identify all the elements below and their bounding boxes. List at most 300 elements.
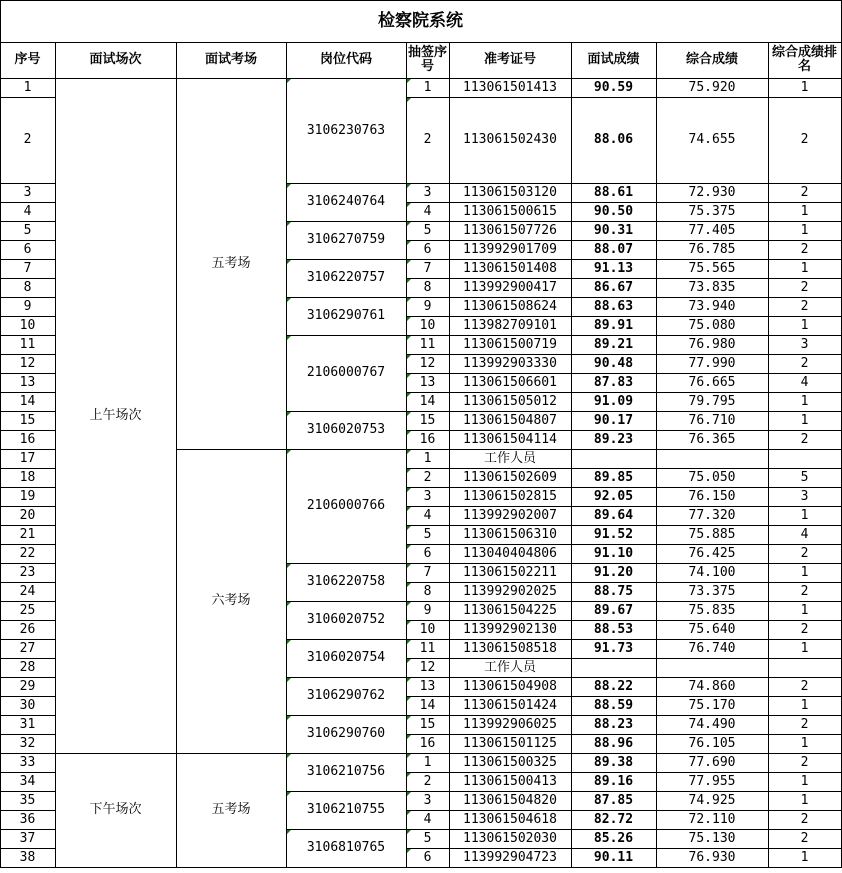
ticket-no: 113061502815	[463, 488, 557, 504]
draw-no: 7	[423, 260, 432, 276]
ticket-no: 113992903330	[463, 355, 557, 371]
header-no: 序号	[14, 52, 41, 67]
interview-score: 88.59	[593, 697, 634, 713]
composite-rank	[768, 658, 841, 677]
interview-score: 88.53	[593, 621, 634, 637]
grid-line	[406, 240, 842, 241]
grid-line	[0, 78, 842, 79]
grid-line	[0, 468, 56, 469]
post-code-cell: 3106020754	[306, 650, 386, 665]
post-code-cell: 3106240764	[306, 194, 386, 209]
cell-marker-icon	[407, 602, 411, 606]
row-no: 31	[19, 716, 36, 732]
draw-no: 6	[423, 545, 432, 561]
row-no: 16	[19, 431, 36, 447]
composite-score: 73.940	[688, 298, 736, 314]
ticket-no: 113061502609	[463, 469, 557, 485]
composite-rank: 2	[800, 678, 809, 694]
grid-line	[286, 601, 407, 602]
composite-score	[656, 658, 768, 677]
composite-rank: 3	[800, 336, 809, 352]
composite-rank: 1	[800, 412, 809, 428]
ticket-no: 工作人员	[483, 450, 536, 466]
post-code-cell: 3106230763	[306, 122, 386, 138]
grid-line	[406, 221, 842, 222]
ticket-no: 113061501424	[463, 697, 557, 713]
grid-line	[571, 42, 572, 868]
draw-no: 6	[423, 241, 432, 257]
post-code-cell: 3106290762	[306, 688, 386, 703]
row-no: 20	[19, 507, 36, 523]
interview-score: 89.38	[593, 754, 634, 770]
cell-marker-icon	[407, 640, 411, 644]
grid-line	[406, 506, 842, 507]
draw-no: 13	[419, 374, 436, 390]
ticket-no: 113061502211	[463, 564, 557, 580]
grid-line	[286, 563, 407, 564]
interview-score: 88.75	[593, 583, 634, 599]
row-no: 28	[19, 659, 36, 675]
row-no: 29	[19, 678, 36, 694]
post-code-cell: 3106810765	[306, 840, 386, 855]
cell-marker-icon	[407, 355, 411, 359]
cell-marker-icon	[407, 488, 411, 492]
composite-rank: 1	[800, 317, 809, 333]
row-no: 34	[19, 773, 36, 789]
header-interview-score: 面试成绩	[587, 52, 640, 67]
ticket-no: 113061506310	[463, 526, 557, 542]
grid-line	[0, 335, 56, 336]
grid-line	[406, 696, 842, 697]
cell-marker-icon	[287, 564, 291, 568]
ticket-no: 113992902130	[463, 621, 557, 637]
grid-line	[406, 525, 842, 526]
cell-marker-icon	[407, 393, 411, 397]
composite-rank: 1	[800, 735, 809, 751]
draw-no: 2	[423, 132, 432, 147]
grid-line	[0, 620, 56, 621]
grid-line	[0, 240, 56, 241]
post-code-cell: 3106210755	[306, 802, 386, 817]
ticket-no: 113992904723	[463, 849, 557, 865]
cell-marker-icon	[407, 716, 411, 720]
cell-marker-icon	[287, 260, 291, 264]
interview-score: 92.05	[593, 488, 634, 504]
ticket-no: 113061501408	[463, 260, 557, 276]
composite-score: 74.860	[688, 678, 736, 694]
grid-line	[406, 658, 842, 659]
grid-line	[406, 791, 842, 792]
composite-score: 76.365	[688, 431, 736, 447]
cell-marker-icon	[407, 849, 411, 853]
grid-line	[406, 392, 842, 393]
draw-no: 10	[419, 621, 436, 637]
composite-rank: 1	[800, 849, 809, 865]
row-no: 36	[19, 811, 36, 827]
ticket-no: 113061506601	[463, 374, 557, 390]
interview-score: 89.23	[593, 431, 634, 447]
grid-line	[406, 430, 842, 431]
interview-score: 89.67	[593, 602, 634, 618]
cell-marker-icon	[287, 792, 291, 796]
grid-line	[286, 297, 407, 298]
cell-marker-icon	[407, 412, 411, 416]
grid-line	[406, 316, 842, 317]
grid-line	[0, 563, 56, 564]
grid-line	[406, 335, 842, 336]
ticket-no: 113992902007	[463, 507, 557, 523]
cell-marker-icon	[407, 374, 411, 378]
grid-line	[286, 715, 407, 716]
grid-line	[768, 42, 769, 868]
composite-rank: 4	[800, 374, 809, 390]
grid-line	[406, 810, 842, 811]
grid-line	[406, 202, 842, 203]
composite-score: 72.110	[688, 811, 736, 827]
header-post-code: 岗位代码	[319, 52, 372, 67]
interview-score: 90.59	[593, 79, 634, 95]
grid-line	[406, 487, 842, 488]
row-no: 38	[19, 849, 36, 865]
composite-score: 76.105	[688, 735, 736, 751]
post-code-cell: 3106020753	[306, 422, 386, 437]
interview-score: 86.67	[593, 279, 634, 295]
interview-score: 91.09	[593, 393, 634, 409]
draw-no: 15	[419, 716, 436, 732]
ticket-no: 113061505012	[463, 393, 557, 409]
grid-line	[0, 221, 56, 222]
interview-score: 88.96	[593, 735, 634, 751]
grid-line	[0, 867, 842, 868]
composite-rank: 2	[800, 184, 809, 200]
session-cell: 上午场次	[89, 407, 142, 423]
grid-line	[0, 715, 56, 716]
grid-line	[406, 772, 842, 773]
row-no: 21	[19, 526, 36, 542]
interview-score: 87.83	[593, 374, 634, 390]
ticket-no: 113061500325	[463, 754, 557, 770]
row-no: 10	[19, 317, 36, 333]
composite-rank: 2	[800, 241, 809, 257]
grid-line	[0, 42, 842, 43]
interview-score: 88.07	[593, 241, 634, 257]
row-no: 7	[23, 260, 32, 276]
cell-marker-icon	[407, 773, 411, 777]
grid-line	[406, 734, 842, 735]
draw-no: 1	[423, 754, 432, 770]
ticket-no: 113061504820	[463, 792, 557, 808]
grid-line	[406, 582, 842, 583]
composite-rank: 1	[800, 203, 809, 219]
ticket-no: 113061508518	[463, 640, 557, 656]
cell-marker-icon	[407, 450, 411, 454]
draw-no: 5	[423, 830, 432, 846]
composite-score: 76.150	[688, 488, 736, 504]
grid-line	[0, 677, 56, 678]
cell-marker-icon	[407, 336, 411, 340]
composite-score: 75.920	[688, 79, 736, 95]
interview-score	[571, 449, 656, 468]
draw-no: 11	[419, 336, 436, 352]
ticket-no: 113061500615	[463, 203, 557, 219]
interview-score: 90.31	[593, 222, 634, 238]
draw-no: 16	[419, 431, 436, 447]
grid-line	[406, 753, 842, 754]
composite-score: 74.490	[688, 716, 736, 732]
draw-no: 3	[423, 488, 432, 504]
cell-marker-icon	[407, 678, 411, 682]
row-no: 37	[19, 830, 36, 846]
composite-score: 75.885	[688, 526, 736, 542]
composite-score: 79.795	[688, 393, 736, 409]
grid-line	[0, 183, 56, 184]
post-code-cell: 3106290761	[306, 308, 386, 323]
grid-line	[0, 411, 56, 412]
interview-score: 90.17	[593, 412, 634, 428]
row-no: 1	[23, 79, 32, 95]
ticket-no: 113061502430	[463, 132, 557, 147]
composite-rank: 2	[800, 716, 809, 732]
row-no: 17	[19, 450, 36, 466]
ticket-no: 113040404806	[463, 545, 557, 561]
composite-rank: 2	[800, 298, 809, 314]
composite-score: 74.925	[688, 792, 736, 808]
draw-no: 14	[419, 393, 436, 409]
composite-rank: 1	[800, 507, 809, 523]
cell-marker-icon	[287, 830, 291, 834]
grid-line	[286, 449, 407, 450]
grid-line	[406, 97, 842, 98]
grid-line	[286, 411, 407, 412]
composite-rank: 2	[800, 830, 809, 846]
cell-marker-icon	[407, 431, 411, 435]
cell-marker-icon	[287, 79, 291, 83]
grid-line	[0, 696, 56, 697]
composite-rank: 2	[800, 279, 809, 295]
grid-line	[406, 677, 842, 678]
composite-score: 76.930	[688, 849, 736, 865]
cell-marker-icon	[287, 184, 291, 188]
grid-line	[286, 639, 407, 640]
grid-line	[0, 354, 56, 355]
grid-line	[406, 259, 842, 260]
grid-line	[406, 829, 842, 830]
interview-score: 89.64	[593, 507, 634, 523]
interview-score: 91.73	[593, 640, 634, 656]
draw-no: 2	[423, 773, 432, 789]
row-no: 23	[19, 564, 36, 580]
draw-no: 9	[423, 602, 432, 618]
composite-score: 75.835	[688, 602, 736, 618]
composite-rank: 2	[800, 811, 809, 827]
interview-score: 91.52	[593, 526, 634, 542]
row-no: 9	[23, 298, 32, 314]
grid-line	[406, 715, 842, 716]
interview-score: 88.06	[593, 132, 634, 147]
interview-score: 90.50	[593, 203, 634, 219]
cell-marker-icon	[407, 98, 411, 102]
grid-line	[406, 278, 842, 279]
grid-line	[0, 259, 56, 260]
cell-marker-icon	[287, 640, 291, 644]
composite-rank: 2	[800, 621, 809, 637]
grid-line	[286, 335, 407, 336]
grid-line	[0, 582, 56, 583]
ticket-no: 113061504807	[463, 412, 557, 428]
ticket-no: 113061503120	[463, 184, 557, 200]
cell-marker-icon	[407, 792, 411, 796]
composite-score: 76.980	[688, 336, 736, 352]
grid-line	[406, 601, 842, 602]
composite-rank: 2	[800, 355, 809, 371]
ticket-no: 工作人员	[483, 659, 536, 675]
post-code-cell: 3106210756	[306, 764, 386, 779]
composite-rank: 1	[800, 640, 809, 656]
cell-marker-icon	[287, 602, 291, 606]
grid-line	[406, 183, 842, 184]
composite-rank: 1	[800, 564, 809, 580]
grid-line	[0, 772, 56, 773]
grid-line	[0, 449, 56, 450]
row-no: 22	[19, 545, 36, 561]
cell-marker-icon	[287, 298, 291, 302]
composite-rank: 2	[800, 545, 809, 561]
page-title: 检察院系统	[378, 11, 463, 31]
row-no: 13	[19, 374, 36, 390]
post-code-cell: 2106000767	[306, 365, 386, 380]
composite-score: 77.405	[688, 222, 736, 238]
grid-line	[406, 354, 842, 355]
cell-marker-icon	[287, 716, 291, 720]
post-code-cell: 2106000766	[306, 498, 386, 513]
post-code-cell: 3106290760	[306, 726, 386, 741]
draw-no: 11	[419, 640, 436, 656]
cell-marker-icon	[407, 222, 411, 226]
header-ticket-no: 准考证号	[483, 52, 536, 67]
cell-marker-icon	[407, 507, 411, 511]
draw-no: 14	[419, 697, 436, 713]
grid-line	[406, 411, 842, 412]
grid-line	[406, 639, 842, 640]
cell-marker-icon	[287, 678, 291, 682]
grid-line	[0, 810, 56, 811]
cell-marker-icon	[407, 241, 411, 245]
row-no: 2	[23, 132, 32, 147]
composite-score: 73.375	[688, 583, 736, 599]
draw-no: 3	[423, 184, 432, 200]
composite-rank: 2	[800, 754, 809, 770]
session-cell: 下午场次	[89, 802, 142, 817]
interview-score: 85.26	[593, 830, 634, 846]
draw-no: 4	[423, 507, 432, 523]
cell-marker-icon	[407, 298, 411, 302]
grid-line	[406, 848, 842, 849]
interview-score: 91.20	[593, 564, 634, 580]
composite-score: 77.990	[688, 355, 736, 371]
grid-line	[0, 829, 56, 830]
grid-line	[0, 278, 56, 279]
composite-rank: 2	[800, 583, 809, 599]
ticket-no: 113061504618	[463, 811, 557, 827]
ticket-no: 113992901709	[463, 241, 557, 257]
cell-marker-icon	[407, 184, 411, 188]
composite-score: 77.320	[688, 507, 736, 523]
grid-line	[406, 297, 842, 298]
composite-score: 74.100	[688, 564, 736, 580]
interview-score: 91.13	[593, 260, 634, 276]
grid-line	[0, 97, 56, 98]
composite-score: 77.690	[688, 754, 736, 770]
row-no: 33	[19, 754, 36, 770]
row-no: 12	[19, 355, 36, 371]
interview-score: 88.23	[593, 716, 634, 732]
header-draw-no: 抽签序号	[407, 45, 447, 74]
draw-no: 8	[423, 279, 432, 295]
draw-no: 12	[419, 355, 436, 371]
row-no: 27	[19, 640, 36, 656]
composite-rank: 1	[800, 602, 809, 618]
composite-rank: 4	[800, 526, 809, 542]
grid-line	[406, 620, 842, 621]
post-code-cell: 3106020752	[306, 612, 386, 627]
composite-score: 76.665	[688, 374, 736, 390]
draw-no: 10	[419, 317, 436, 333]
header-session: 面试场次	[89, 52, 142, 67]
interview-score: 88.61	[593, 184, 634, 200]
cell-marker-icon	[407, 830, 411, 834]
grid-line	[0, 392, 56, 393]
row-no: 15	[19, 412, 36, 428]
draw-no: 2	[423, 469, 432, 485]
interview-score: 89.16	[593, 773, 634, 789]
interview-score: 88.63	[593, 298, 634, 314]
row-no: 11	[19, 336, 36, 352]
draw-no: 1	[423, 450, 432, 466]
cell-marker-icon	[407, 526, 411, 530]
row-no: 26	[19, 621, 36, 637]
grid-line	[55, 753, 177, 754]
grid-line	[406, 449, 842, 450]
composite-rank: 1	[800, 393, 809, 409]
ticket-no: 113982709101	[463, 317, 557, 333]
cell-marker-icon	[407, 469, 411, 473]
post-code-cell: 3106270759	[306, 232, 386, 247]
cell-marker-icon	[287, 412, 291, 416]
cell-marker-icon	[407, 317, 411, 321]
composite-score: 75.375	[688, 203, 736, 219]
ticket-no: 113061508624	[463, 298, 557, 314]
draw-no: 4	[423, 203, 432, 219]
composite-rank: 2	[800, 431, 809, 447]
row-no: 4	[23, 203, 32, 219]
grid-line	[286, 677, 407, 678]
grid-line	[0, 0, 1, 868]
composite-rank: 1	[800, 697, 809, 713]
header-rank: 综合成绩排名	[771, 45, 837, 74]
grid-line	[449, 42, 450, 868]
composite-rank: 1	[800, 260, 809, 276]
interview-score: 91.10	[593, 545, 634, 561]
interview-score: 90.48	[593, 355, 634, 371]
grid-line	[0, 316, 56, 317]
cell-marker-icon	[407, 697, 411, 701]
cell-marker-icon	[407, 754, 411, 758]
cell-marker-icon	[407, 260, 411, 264]
ticket-no: 113061501125	[463, 735, 557, 751]
grid-line	[0, 753, 56, 754]
grid-line	[0, 734, 56, 735]
composite-rank: 5	[800, 469, 809, 485]
